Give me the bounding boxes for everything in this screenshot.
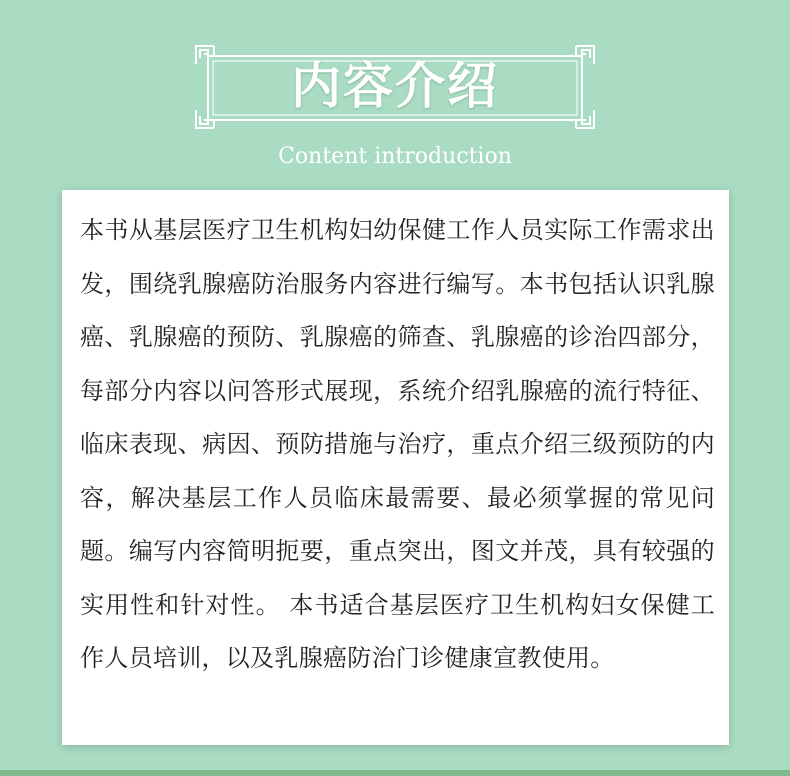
page-title: 内容介绍 <box>291 57 499 115</box>
content-paragraph: 本书从基层医疗卫生机构妇幼保健工作人员实际工作需求出发，围绕乳腺癌防治服务内容进行编写。本书包括认识乳腺癌、乳腺癌的预防、乳腺癌的筛查、乳腺癌的诊治四部分，每部分内容以问答形式展现，系统介绍乳腺癌的流行特征、临床表现、病因、预防措施与治疗，重点介绍三级预防的内容，解决基层工作人员临床最需要、最必须掌握的常见问题。编写内容简明扼要，重点突出，图文并茂，具有较强的实用性和针对性。 本书适合基层医疗卫生机构妇女保健工作人员培训，以及乳腺癌防治门诊健康宣教使用。 <box>80 216 715 672</box>
bottom-strip <box>0 770 790 776</box>
title-frame <box>194 44 596 130</box>
page-subtitle: Content introduction <box>278 144 512 169</box>
content-panel <box>62 190 729 745</box>
